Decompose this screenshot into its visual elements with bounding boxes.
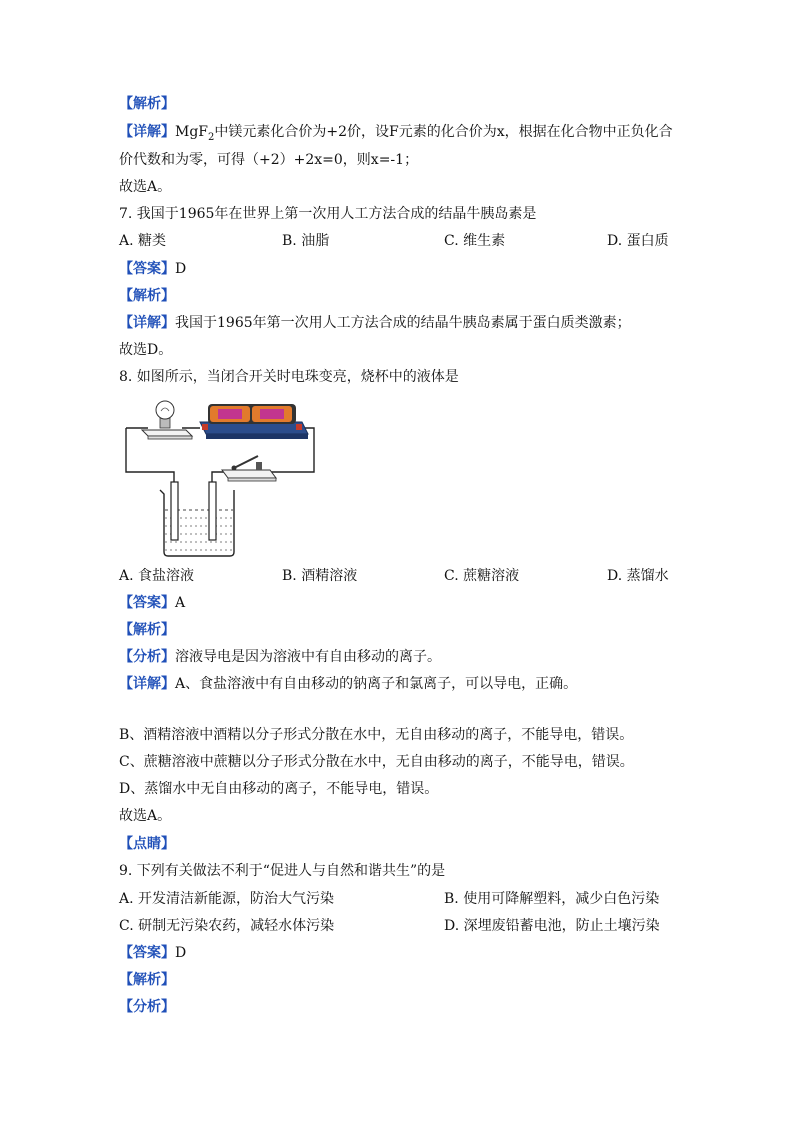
q8-analyze-tag: 【分析】 [119,649,175,665]
q8-remark-tag: 【点睛】 [119,836,175,852]
q9-option-c: C. 研制无污染农药，减轻水体污染 [119,918,335,934]
q8-detail-b: B、酒精溶液中酒精以分子形式分散在水中，无自由移动的离子，不能导电，错误。 [119,727,634,743]
q8-option-d: D. 蒸馏水 [607,568,669,584]
q9-stem: 9. 下列有关做法不利于“促进人与自然和谐共生”的是 [119,863,446,879]
switch [222,456,276,481]
q8-detail-tag: 【详解】 [119,676,175,692]
q8-option-c: C. 蔗糖溶液 [444,568,520,584]
q6-conclusion: 故选A。 [119,179,172,195]
q7-detail-text: 我国于1965年第一次用人工方法合成的结晶牛胰岛素属于蛋白质类激素； [175,315,631,331]
q7-answer-value: D [175,261,187,277]
q6-analysis-tag: 【解析】 [119,96,175,112]
q8-detail-a: A、食盐溶液中有自由移动的钠离子和氯离子，可以导电，正确。 [175,676,578,692]
q6-detail-subscript: 2 [208,131,215,143]
q9-option-b: B. 使用可降解塑料，减少白色污染 [444,891,660,907]
circuit-diagram [118,394,328,559]
q8-analysis-tag: 【解析】 [119,622,175,638]
q7-analysis-tag: 【解析】 [119,288,175,304]
q8-conclusion: 故选A。 [119,808,172,824]
q8-answer-value: A [175,595,186,611]
q7-detail-tag: 【详解】 [119,315,175,331]
bulb [142,401,192,439]
q7-answer-tag: 【答案】 [119,261,175,277]
q7-option-c: C. 维生素 [444,233,506,249]
q7-stem: 7. 我国于1965年在世界上第一次用人工方法合成的结晶牛胰岛素是 [119,206,537,222]
q7-option-a: A. 糖类 [119,233,167,249]
q7-option-d: D. 蛋白质 [607,233,669,249]
q9-answer-tag: 【答案】 [119,945,175,961]
q7-answer [119,259,186,279]
q9-analyze-tag: 【分析】 [119,999,175,1015]
q8-detail-d: D、蒸馏水中无自由移动的离子，不能导电，错误。 [119,781,439,797]
q8-analyze [119,647,441,667]
q8-detail [119,674,577,694]
q8-detail-c: C、蔗糖溶液中蔗糖以分子形式分散在水中，无自由移动的离子，不能导电，错误。 [119,754,634,770]
q7-option-b: B. 油脂 [282,233,330,249]
q8-option-a: A. 食盐溶液 [119,568,195,584]
q7-conclusion: 故选D。 [119,342,173,358]
circuit-figure [118,394,328,559]
electrode-right [209,482,216,540]
q9-answer [119,943,186,963]
beaker [160,482,234,556]
q8-answer-tag: 【答案】 [119,595,175,611]
q7-detail [119,313,631,333]
q9-analysis-tag: 【解析】 [119,972,175,988]
q8-option-b: B. 酒精溶液 [282,568,358,584]
q8-analyze-text: 溶液导电是因为溶液中有自由移动的离子。 [175,649,441,665]
q6-detail-formula: MgF [175,124,209,140]
q6-detail-line2: 价代数和为零，可得（+2）+2x=0，则x=-1； [119,152,419,168]
q8-stem: 8. 如图所示，当闭合开关时电珠变亮，烧杯中的液体是 [119,369,459,385]
q6-detail-tag: 【详解】 [119,124,175,140]
q9-answer-value: D [175,945,187,961]
electrode-left [171,482,178,540]
q6-detail [119,122,673,148]
q6-detail-text: 中镁元素化合价为+2价，设F元素的化合价为x，根据在化合物中正负化合 [214,124,673,140]
q8-answer [119,593,185,613]
q9-option-a: A. 开发清洁新能源，防治大气污染 [119,891,335,907]
q9-option-d: D. 深埋废铅蓄电池，防止土壤污染 [444,918,660,934]
battery-holder [200,404,308,439]
